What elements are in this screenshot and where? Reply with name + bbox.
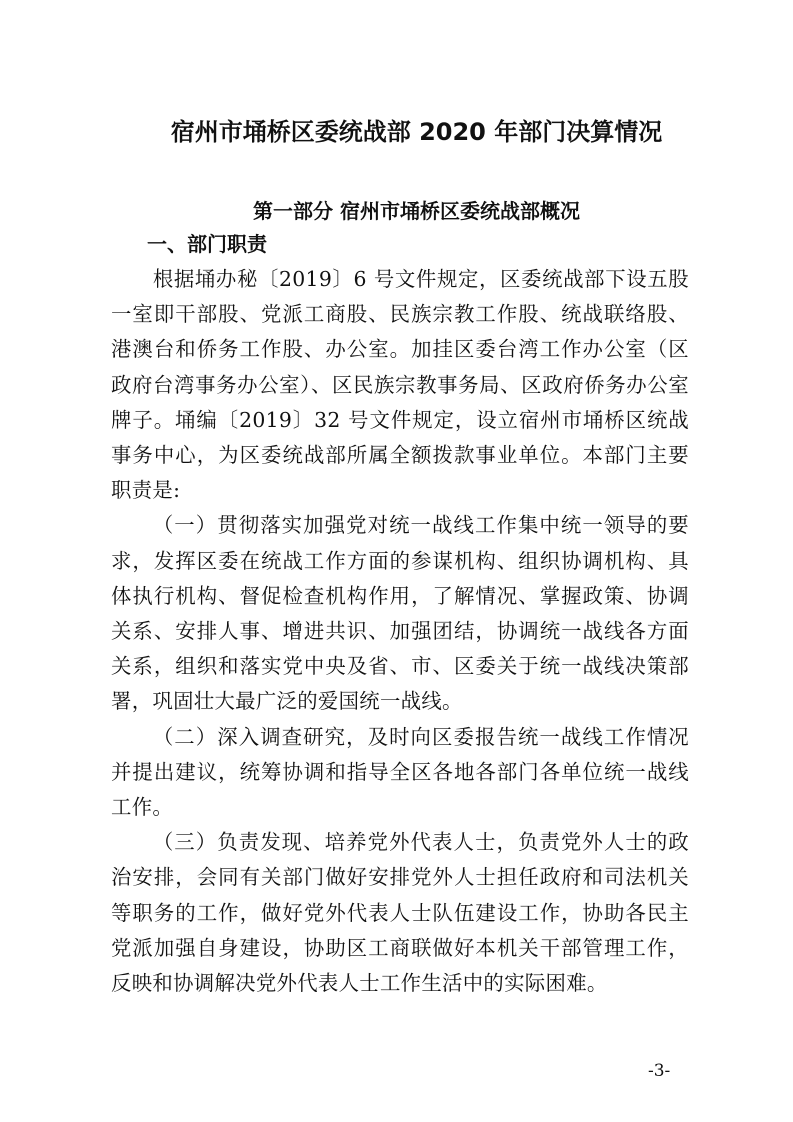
document-title: 宿州市埇桥区委统战部 2020 年部门决算情况 xyxy=(170,118,663,146)
section-heading: 一、部门职责 xyxy=(147,232,267,256)
part-title: 第一部分 宿州市埇桥区委统战部概况 xyxy=(253,199,580,223)
paragraph-duty-2: （二）深入调查研究，及时向区委报告统一战线工作情况并提出建议，统筹协调和指导全区各地各部门各单位统一战线工作。 xyxy=(111,724,689,820)
paragraph-responsibilities-intro: 根据埇办秘〔2019〕6 号文件规定，区委统战部下设五股一室即干部股、党派工商股、民族宗教工作股、统战联络股、港澳台和侨务工作股、办公室。加挂区委台湾工作办公室（区政府台湾事务办公室）、区民族宗教事务局、区政府侨务办公室牌子。埇编〔2019〕32 号文件规定，设立宿州市埇桥区统战事务中心，为区委统战部所属全额拨款事业单位。本部门主要职责是: xyxy=(111,267,689,503)
page-number: -3- xyxy=(648,1061,671,1081)
paragraph-duty-1: （一）贯彻落实加强党对统一战线工作集中统一领导的要求，发挥区委在统战工作方面的参谋机构、组织协调机构、具体执行机构、督促检查机构作用，了解情况、掌握政策、协调关系、安排人事、增进共识、加强团结，协调统一战线各方面关系，组织和落实党中央及省、市、区委关于统一战线决策部署，巩固壮大最广泛的爱国统一战线。 xyxy=(111,513,689,714)
body-text xyxy=(111,262,689,1001)
paragraph-duty-3: （三）负责发现、培养党外代表人士，负责党外人士的政治安排，会同有关部门做好安排党外人士担任政府和司法机关等职务的工作，做好党外代表人士队伍建设工作，协助各民主党派加强自身建设，协助区工商联做好本机关干部管理工作，反映和协调解决党外代表人士工作生活中的实际困难。 xyxy=(111,830,689,996)
